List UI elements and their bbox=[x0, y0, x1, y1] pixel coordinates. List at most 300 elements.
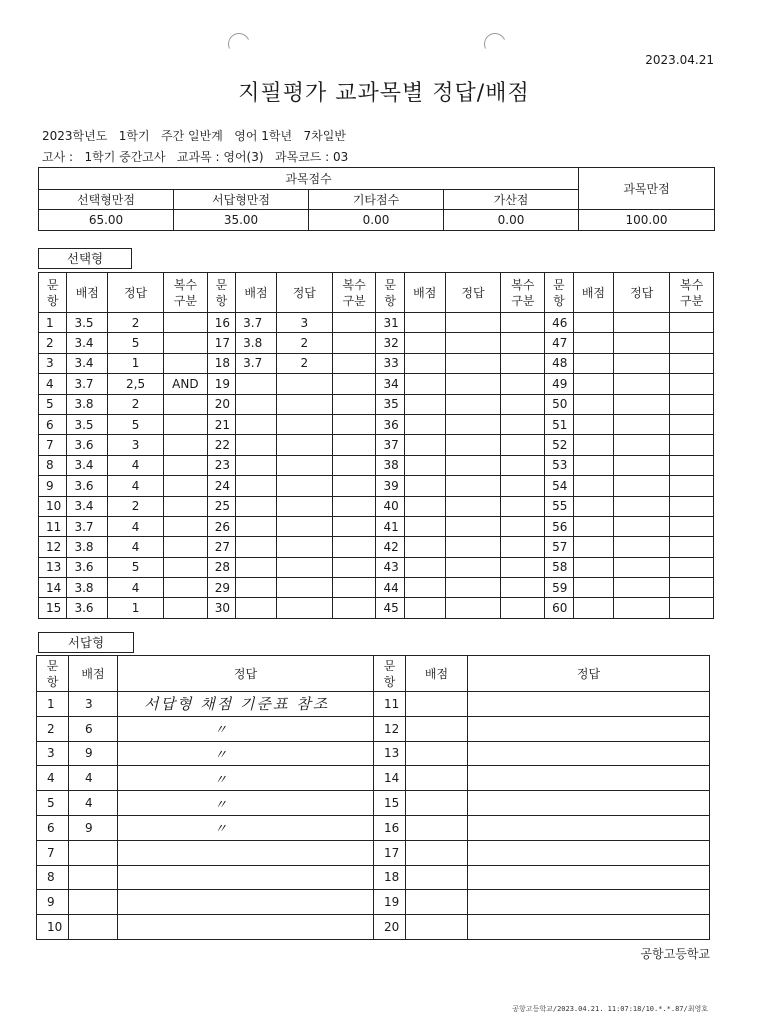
mc-question-number-cell: 32 bbox=[376, 333, 404, 353]
document-date: 2023.04.21 bbox=[645, 53, 714, 67]
sa-col-header: 정답 bbox=[118, 656, 374, 692]
sa-col-header: 문 항 bbox=[37, 656, 69, 692]
sa-points-cell bbox=[69, 840, 118, 865]
sa-question-number-cell: 17 bbox=[374, 840, 406, 865]
sa-answer-cell bbox=[118, 915, 374, 940]
mc-multi-type-cell bbox=[670, 435, 714, 455]
mc-answer-cell bbox=[614, 516, 670, 536]
mc-question-number-cell: 28 bbox=[207, 557, 235, 577]
mc-points-cell bbox=[404, 414, 445, 434]
mc-multi-type-cell bbox=[501, 516, 545, 536]
mc-multi-type-cell bbox=[332, 496, 376, 516]
sa-points-cell: 9 bbox=[69, 815, 118, 840]
document-title: 지필평가 교과목별 정답/배점 bbox=[238, 81, 530, 106]
mc-points-cell bbox=[236, 496, 277, 516]
mc-points-cell bbox=[236, 414, 277, 434]
sa-points-cell: 3 bbox=[69, 692, 118, 717]
mc-question-number-cell: 11 bbox=[39, 516, 67, 536]
mc-points-cell bbox=[404, 394, 445, 414]
mc-multi-type-cell bbox=[332, 394, 376, 414]
sa-table-row bbox=[37, 692, 710, 717]
mc-question-number-cell: 22 bbox=[207, 435, 235, 455]
sa-table-row bbox=[37, 890, 710, 915]
sa-points-cell: 4 bbox=[69, 766, 118, 791]
sa-points-cell bbox=[406, 890, 468, 915]
sa-question-number-cell: 11 bbox=[374, 692, 406, 717]
sa-table-row bbox=[37, 791, 710, 816]
mc-question-number-cell: 38 bbox=[376, 455, 404, 475]
mc-points-cell bbox=[404, 537, 445, 557]
mc-question-number-cell: 20 bbox=[207, 394, 235, 414]
mc-question-number-cell: 52 bbox=[545, 435, 573, 455]
mc-answer-cell: 3 bbox=[108, 435, 164, 455]
mc-points-cell bbox=[404, 516, 445, 536]
mc-answer-cell bbox=[445, 435, 501, 455]
score-value-cell: 65.00 bbox=[39, 210, 174, 231]
mc-answer-cell bbox=[445, 333, 501, 353]
sa-question-number-cell: 18 bbox=[374, 865, 406, 890]
mc-answer-cell: 4 bbox=[108, 537, 164, 557]
sa-points-cell bbox=[406, 692, 468, 717]
mc-question-number-cell: 44 bbox=[376, 578, 404, 598]
mc-multi-type-cell bbox=[332, 313, 376, 333]
sa-points-cell bbox=[406, 915, 468, 940]
sa-points-cell bbox=[69, 915, 118, 940]
mc-answer-cell: 4 bbox=[108, 476, 164, 496]
mc-points-cell bbox=[573, 598, 614, 618]
mc-question-number-cell: 51 bbox=[545, 414, 573, 434]
mc-answer-cell bbox=[614, 414, 670, 434]
mc-multi-type-cell bbox=[501, 313, 545, 333]
mc-col-header: 정답 bbox=[276, 273, 332, 313]
mc-points-cell bbox=[236, 435, 277, 455]
mc-question-number-cell: 41 bbox=[376, 516, 404, 536]
mc-question-number-cell: 19 bbox=[207, 374, 235, 394]
mc-points-cell bbox=[404, 455, 445, 475]
sa-col-header: 문 항 bbox=[374, 656, 406, 692]
mc-points-cell bbox=[404, 313, 445, 333]
sa-answer-cell bbox=[468, 791, 710, 816]
mc-answer-cell bbox=[445, 516, 501, 536]
mc-answer-cell: 5 bbox=[108, 333, 164, 353]
mc-col-header: 문 항 bbox=[39, 273, 67, 313]
sa-points-cell bbox=[406, 840, 468, 865]
mc-points-cell bbox=[236, 578, 277, 598]
mc-points-cell: 3.4 bbox=[67, 333, 108, 353]
mc-question-number-cell: 55 bbox=[545, 496, 573, 516]
mc-answer-cell bbox=[445, 578, 501, 598]
mc-col-header: 정답 bbox=[614, 273, 670, 313]
mc-question-number-cell: 23 bbox=[207, 455, 235, 475]
mc-points-cell bbox=[404, 353, 445, 373]
sa-answer-cell bbox=[118, 840, 374, 865]
score-header-cell: 기타점수 bbox=[309, 190, 444, 210]
mc-multi-type-cell bbox=[670, 516, 714, 536]
mc-multi-type-cell bbox=[501, 435, 545, 455]
mc-points-cell bbox=[404, 496, 445, 516]
sa-col-header: 배점 bbox=[406, 656, 468, 692]
sa-question-number-cell: 13 bbox=[374, 741, 406, 766]
mc-answer-cell bbox=[276, 537, 332, 557]
mc-question-number-cell: 48 bbox=[545, 353, 573, 373]
mc-multi-type-cell bbox=[670, 353, 714, 373]
mc-question-number-cell: 36 bbox=[376, 414, 404, 434]
mc-points-cell bbox=[573, 537, 614, 557]
mc-points-cell bbox=[573, 394, 614, 414]
mc-points-cell bbox=[573, 333, 614, 353]
mc-points-cell: 3.4 bbox=[67, 455, 108, 475]
mc-points-cell bbox=[404, 435, 445, 455]
sa-points-cell bbox=[406, 865, 468, 890]
mc-question-number-cell: 25 bbox=[207, 496, 235, 516]
mc-multi-type-cell bbox=[670, 496, 714, 516]
mc-question-number-cell: 49 bbox=[545, 374, 573, 394]
mc-answer-cell bbox=[276, 598, 332, 618]
mc-question-number-cell: 27 bbox=[207, 537, 235, 557]
mc-multi-type-cell bbox=[501, 496, 545, 516]
sa-answer-cell: 〃 bbox=[118, 815, 374, 840]
mc-question-number-cell: 18 bbox=[207, 353, 235, 373]
mc-multi-type-cell bbox=[501, 537, 545, 557]
sa-answer-cell: 〃 bbox=[118, 766, 374, 791]
mc-answer-cell bbox=[614, 476, 670, 496]
mc-multi-type-cell bbox=[332, 333, 376, 353]
mc-col-header: 복수 구분 bbox=[332, 273, 376, 313]
mc-points-cell: 3.8 bbox=[236, 333, 277, 353]
mc-points-cell: 3.4 bbox=[67, 353, 108, 373]
total-score-header: 과목만점 bbox=[579, 168, 715, 210]
mc-col-header: 복수 구분 bbox=[164, 273, 208, 313]
sa-answer-cell bbox=[468, 741, 710, 766]
mc-points-cell bbox=[573, 374, 614, 394]
mc-answer-cell bbox=[614, 394, 670, 414]
mc-question-number-cell: 56 bbox=[545, 516, 573, 536]
mc-col-header: 배점 bbox=[236, 273, 277, 313]
mc-col-header: 문 항 bbox=[207, 273, 235, 313]
mc-answer-cell bbox=[614, 578, 670, 598]
mc-question-number-cell: 58 bbox=[545, 557, 573, 577]
sa-points-cell bbox=[69, 890, 118, 915]
mc-points-cell bbox=[236, 374, 277, 394]
mc-question-number-cell: 24 bbox=[207, 476, 235, 496]
sa-answer-cell bbox=[468, 890, 710, 915]
mc-question-number-cell: 9 bbox=[39, 476, 67, 496]
mc-points-cell bbox=[573, 516, 614, 536]
mc-answer-cell bbox=[614, 374, 670, 394]
mc-table-row bbox=[39, 476, 714, 496]
mc-points-cell: 3.4 bbox=[67, 496, 108, 516]
score-header-cell: 가산점 bbox=[444, 190, 579, 210]
mc-answer-cell: 2 bbox=[108, 394, 164, 414]
mc-multi-type-cell bbox=[164, 313, 208, 333]
mc-table-row bbox=[39, 496, 714, 516]
mc-question-number-cell: 60 bbox=[545, 598, 573, 618]
mc-answer-table bbox=[38, 272, 714, 619]
mc-points-cell: 3.6 bbox=[67, 557, 108, 577]
sa-answer-cell bbox=[118, 890, 374, 915]
sa-points-cell bbox=[69, 865, 118, 890]
info-line-1: 2023학년도 1학기 주간 일반계 영어 1학년 7차일반 bbox=[42, 129, 346, 143]
sa-points-cell: 9 bbox=[69, 741, 118, 766]
mc-question-number-cell: 39 bbox=[376, 476, 404, 496]
sa-section-label: 서답형 bbox=[38, 632, 134, 653]
mc-answer-cell bbox=[276, 516, 332, 536]
score-header-cell: 서답형만점 bbox=[174, 190, 309, 210]
mc-question-number-cell: 21 bbox=[207, 414, 235, 434]
punch-hole-left bbox=[225, 30, 253, 58]
sa-question-number-cell: 14 bbox=[374, 766, 406, 791]
mc-multi-type-cell bbox=[670, 598, 714, 618]
mc-multi-type-cell bbox=[164, 353, 208, 373]
mc-answer-cell bbox=[614, 598, 670, 618]
sa-table-row bbox=[37, 915, 710, 940]
mc-question-number-cell: 6 bbox=[39, 414, 67, 434]
mc-points-cell bbox=[236, 557, 277, 577]
mc-multi-type-cell bbox=[164, 394, 208, 414]
mc-answer-cell: 4 bbox=[108, 578, 164, 598]
mc-answer-cell bbox=[276, 374, 332, 394]
mc-answer-cell bbox=[614, 537, 670, 557]
mc-points-cell: 3.7 bbox=[67, 374, 108, 394]
mc-multi-type-cell bbox=[332, 353, 376, 373]
sa-table-row bbox=[37, 766, 710, 791]
mc-question-number-cell: 7 bbox=[39, 435, 67, 455]
mc-answer-cell bbox=[445, 353, 501, 373]
mc-points-cell bbox=[236, 516, 277, 536]
mc-table-row bbox=[39, 557, 714, 577]
mc-answer-cell: 2 bbox=[108, 496, 164, 516]
mc-multi-type-cell bbox=[332, 537, 376, 557]
mc-answer-cell bbox=[445, 537, 501, 557]
mc-question-number-cell: 10 bbox=[39, 496, 67, 516]
mc-question-number-cell: 33 bbox=[376, 353, 404, 373]
mc-points-cell bbox=[573, 313, 614, 333]
mc-question-number-cell: 54 bbox=[545, 476, 573, 496]
mc-answer-cell: 2,5 bbox=[108, 374, 164, 394]
mc-question-number-cell: 16 bbox=[207, 313, 235, 333]
mc-points-cell bbox=[236, 537, 277, 557]
mc-multi-type-cell bbox=[670, 394, 714, 414]
mc-table-row bbox=[39, 394, 714, 414]
mc-points-cell bbox=[573, 476, 614, 496]
mc-section-label: 선택형 bbox=[38, 248, 132, 269]
mc-multi-type-cell bbox=[501, 598, 545, 618]
sa-question-number-cell: 2 bbox=[37, 716, 69, 741]
mc-multi-type-cell bbox=[670, 537, 714, 557]
mc-multi-type-cell bbox=[332, 374, 376, 394]
mc-answer-cell bbox=[445, 414, 501, 434]
sa-points-cell bbox=[406, 766, 468, 791]
mc-col-header: 문 항 bbox=[545, 273, 573, 313]
mc-question-number-cell: 8 bbox=[39, 455, 67, 475]
sa-question-number-cell: 10 bbox=[37, 915, 69, 940]
sa-answer-cell: 〃 bbox=[118, 716, 374, 741]
mc-multi-type-cell bbox=[164, 578, 208, 598]
mc-col-header: 복수 구분 bbox=[501, 273, 545, 313]
sa-question-number-cell: 7 bbox=[37, 840, 69, 865]
mc-answer-cell bbox=[276, 476, 332, 496]
mc-table-row bbox=[39, 435, 714, 455]
mc-answer-cell: 2 bbox=[108, 313, 164, 333]
mc-answer-cell bbox=[445, 557, 501, 577]
mc-answer-cell bbox=[614, 353, 670, 373]
mc-col-header: 배점 bbox=[404, 273, 445, 313]
mc-answer-cell bbox=[614, 313, 670, 333]
mc-points-cell bbox=[573, 557, 614, 577]
sa-points-cell: 4 bbox=[69, 791, 118, 816]
sa-table-row bbox=[37, 741, 710, 766]
mc-multi-type-cell bbox=[670, 557, 714, 577]
sa-answer-cell: 〃 bbox=[118, 741, 374, 766]
sa-question-number-cell: 20 bbox=[374, 915, 406, 940]
sa-question-number-cell: 3 bbox=[37, 741, 69, 766]
mc-question-number-cell: 26 bbox=[207, 516, 235, 536]
mc-points-cell: 3.6 bbox=[67, 476, 108, 496]
mc-multi-type-cell bbox=[332, 476, 376, 496]
mc-col-header: 정답 bbox=[108, 273, 164, 313]
mc-points-cell: 3.8 bbox=[67, 394, 108, 414]
mc-points-cell: 3.8 bbox=[67, 578, 108, 598]
mc-answer-cell bbox=[445, 455, 501, 475]
mc-question-number-cell: 14 bbox=[39, 578, 67, 598]
mc-multi-type-cell bbox=[164, 476, 208, 496]
mc-multi-type-cell bbox=[164, 333, 208, 353]
mc-question-number-cell: 35 bbox=[376, 394, 404, 414]
mc-question-number-cell: 12 bbox=[39, 537, 67, 557]
sa-answer-cell bbox=[468, 840, 710, 865]
mc-answer-cell bbox=[445, 496, 501, 516]
sa-question-number-cell: 15 bbox=[374, 791, 406, 816]
mc-answer-cell bbox=[445, 374, 501, 394]
mc-multi-type-cell bbox=[670, 476, 714, 496]
mc-question-number-cell: 42 bbox=[376, 537, 404, 557]
info-line-2: 고사 : 1학기 중간고사 교과목 : 영어(3) 과목코드 : 03 bbox=[42, 150, 349, 164]
mc-question-number-cell: 5 bbox=[39, 394, 67, 414]
sa-points-cell: 6 bbox=[69, 716, 118, 741]
sa-answer-cell bbox=[468, 865, 710, 890]
mc-answer-cell bbox=[276, 435, 332, 455]
total-score-value: 100.00 bbox=[579, 210, 715, 231]
mc-multi-type-cell bbox=[164, 537, 208, 557]
mc-points-cell bbox=[573, 578, 614, 598]
sa-question-number-cell: 6 bbox=[37, 815, 69, 840]
sa-table-row bbox=[37, 865, 710, 890]
mc-question-number-cell: 29 bbox=[207, 578, 235, 598]
mc-multi-type-cell bbox=[164, 516, 208, 536]
mc-points-cell bbox=[404, 598, 445, 618]
mc-question-number-cell: 57 bbox=[545, 537, 573, 557]
mc-answer-cell bbox=[614, 557, 670, 577]
sa-question-number-cell: 8 bbox=[37, 865, 69, 890]
mc-multi-type-cell bbox=[501, 578, 545, 598]
mc-answer-cell bbox=[276, 414, 332, 434]
mc-table-row bbox=[39, 353, 714, 373]
mc-points-cell bbox=[573, 414, 614, 434]
sa-answer-cell: 〃 bbox=[118, 791, 374, 816]
mc-points-cell bbox=[573, 435, 614, 455]
mc-question-number-cell: 45 bbox=[376, 598, 404, 618]
mc-question-number-cell: 17 bbox=[207, 333, 235, 353]
mc-question-number-cell: 2 bbox=[39, 333, 67, 353]
mc-multi-type-cell bbox=[332, 516, 376, 536]
footer-print-stamp: 공항고등학교/2023.04.21. 11:07:18/10.*.*.87/최영호 bbox=[512, 1005, 708, 1013]
mc-points-cell bbox=[404, 333, 445, 353]
mc-multi-type-cell bbox=[501, 333, 545, 353]
mc-multi-type-cell bbox=[670, 578, 714, 598]
mc-multi-type-cell bbox=[332, 455, 376, 475]
mc-table-row bbox=[39, 578, 714, 598]
mc-answer-cell bbox=[445, 394, 501, 414]
sa-answer-cell: 서답형 채점 기준표 참조 bbox=[118, 692, 374, 717]
mc-multi-type-cell bbox=[164, 435, 208, 455]
mc-multi-type-cell bbox=[501, 414, 545, 434]
sa-col-header: 정답 bbox=[468, 656, 710, 692]
mc-points-cell bbox=[236, 598, 277, 618]
sa-question-number-cell: 1 bbox=[37, 692, 69, 717]
mc-answer-cell: 4 bbox=[108, 455, 164, 475]
mc-points-cell bbox=[573, 496, 614, 516]
mc-multi-type-cell bbox=[164, 414, 208, 434]
mc-answer-cell: 5 bbox=[108, 414, 164, 434]
score-group-header: 과목점수 bbox=[39, 168, 579, 190]
mc-multi-type-cell bbox=[332, 598, 376, 618]
mc-col-header: 배점 bbox=[573, 273, 614, 313]
sa-answer-cell bbox=[468, 766, 710, 791]
mc-multi-type-cell: AND bbox=[164, 374, 208, 394]
mc-answer-cell: 2 bbox=[276, 353, 332, 373]
mc-answer-cell: 3 bbox=[276, 313, 332, 333]
mc-multi-type-cell bbox=[501, 455, 545, 475]
mc-points-cell: 3.7 bbox=[236, 313, 277, 333]
mc-points-cell: 3.6 bbox=[67, 598, 108, 618]
mc-col-header: 복수 구분 bbox=[670, 273, 714, 313]
sa-points-cell bbox=[406, 815, 468, 840]
mc-answer-cell bbox=[445, 476, 501, 496]
mc-multi-type-cell bbox=[501, 374, 545, 394]
mc-table-row bbox=[39, 313, 714, 333]
sa-question-number-cell: 19 bbox=[374, 890, 406, 915]
mc-points-cell bbox=[236, 394, 277, 414]
score-value-cell: 35.00 bbox=[174, 210, 309, 231]
mc-question-number-cell: 4 bbox=[39, 374, 67, 394]
mc-multi-type-cell bbox=[501, 353, 545, 373]
mc-question-number-cell: 40 bbox=[376, 496, 404, 516]
mc-points-cell bbox=[573, 455, 614, 475]
score-value-cell: 0.00 bbox=[309, 210, 444, 231]
mc-multi-type-cell bbox=[164, 598, 208, 618]
sa-answer-table bbox=[36, 655, 710, 940]
sa-answer-cell bbox=[468, 692, 710, 717]
punch-hole-right bbox=[481, 30, 509, 58]
mc-answer-cell bbox=[276, 557, 332, 577]
sa-table-row bbox=[37, 716, 710, 741]
sa-answer-cell bbox=[468, 915, 710, 940]
mc-question-number-cell: 13 bbox=[39, 557, 67, 577]
mc-points-cell: 3.6 bbox=[67, 435, 108, 455]
sa-answer-cell bbox=[468, 716, 710, 741]
mc-multi-type-cell bbox=[670, 374, 714, 394]
mc-answer-cell: 5 bbox=[108, 557, 164, 577]
mc-answer-cell bbox=[614, 455, 670, 475]
mc-answer-cell bbox=[276, 394, 332, 414]
mc-points-cell: 3.8 bbox=[67, 537, 108, 557]
mc-question-number-cell: 15 bbox=[39, 598, 67, 618]
mc-answer-cell: 1 bbox=[108, 598, 164, 618]
sa-question-number-cell: 4 bbox=[37, 766, 69, 791]
mc-table-row bbox=[39, 333, 714, 353]
sa-table-row bbox=[37, 815, 710, 840]
mc-multi-type-cell bbox=[670, 414, 714, 434]
